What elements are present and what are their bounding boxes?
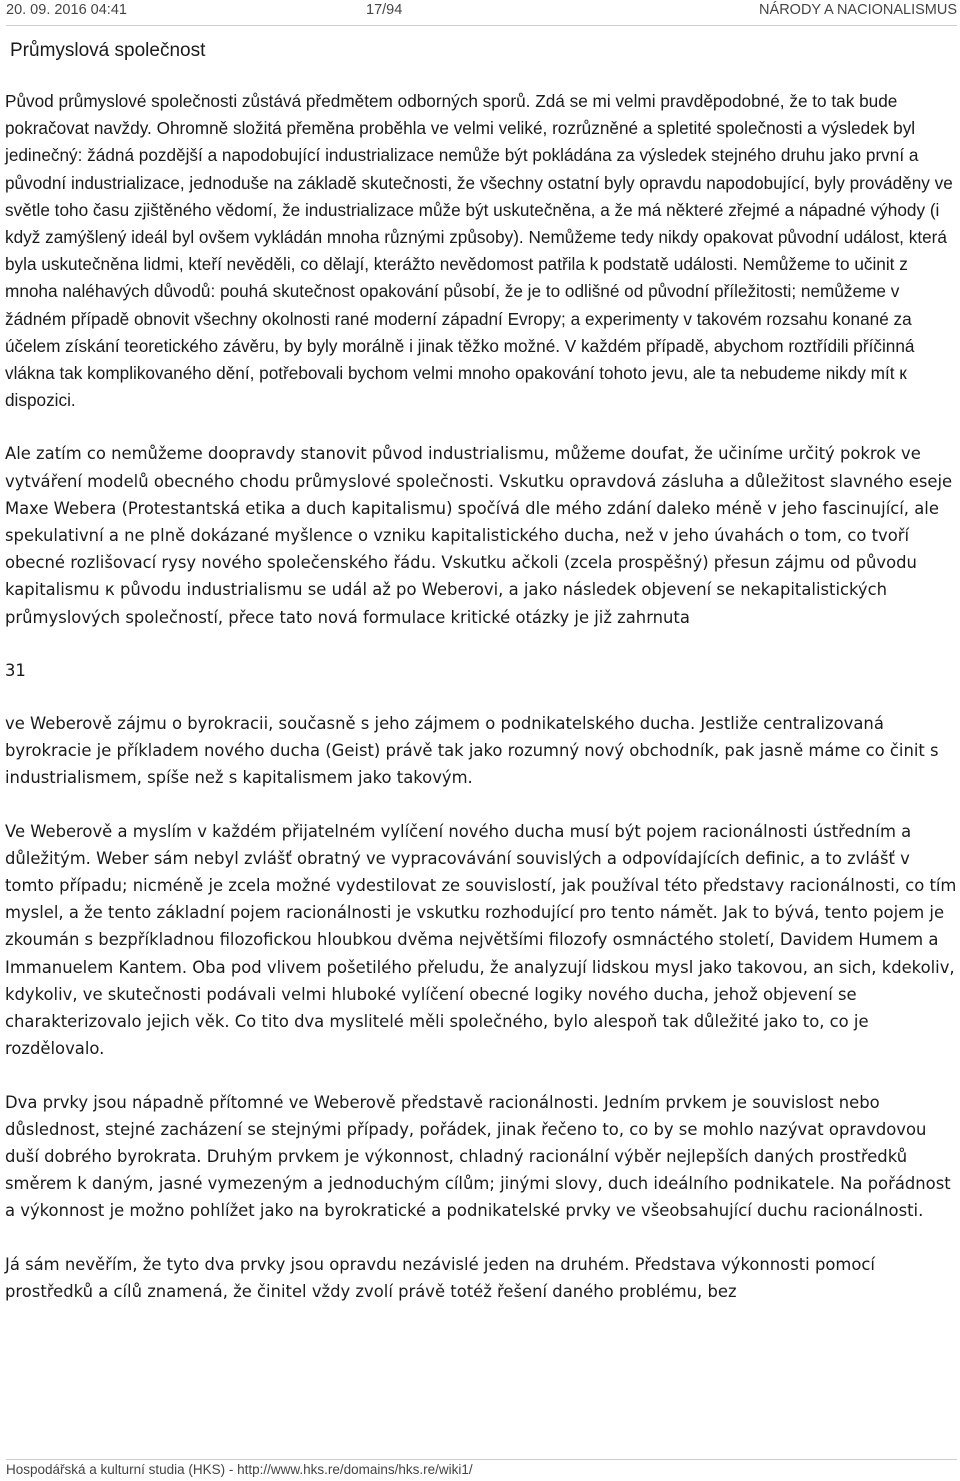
header-divider xyxy=(6,25,957,26)
paragraph-2: Ale zatím co nemůžeme doopravdy stanovit původ industrialismu, můžeme doufat, že učiníme určitý pokrok ve vytváření modelů obecného chodu průmyslové společnosti. Vskutku opravdová zásluha a důležitost slavného eseje Maxe Webera (Protestantská etika a duch kapitalismu) spočívá dle mého zdání daleko méně v jeho fascinující, ale spekulativní a ne plně dokázané myšlence o vzniku kapitalistického ducha, než v jeho úvahách o tom, co tvoří obecné rozlišovací rysy nového společenského řádu. Vskutku ačkoli (zcela prospěšný) přesun zájmu od původu kapitalismu к původu industrialismu se udál až po Weberovi, a jako následek objevení se nekapitalistických průmyslových společností, přece tato nová formulace kritické otázky je již zahrnuta xyxy=(5,444,953,627)
footer-divider xyxy=(6,1459,957,1460)
paragraph-3: ve Weberově zájmu o byrokracii, současně s jeho zájmem o podnikatelského ducha. Jestliže centralizovaná byrokracie je příkladem nového ducha (Geist) právě tak jako rozumný nový obchodník, pak jasně máme co činit s industrialismem, spíše než s kapitalismem jako takovým. xyxy=(5,714,939,788)
paragraph-5: Dva prvky jsou nápadně přítomné ve Weberově představě racionálnosti. Jedním prvkem je souvislost nebo důslednost, stejné zacházení se stejnými případy, pořádek, jinak řečeno to, co by se mohlo nazývat opravdovou duší dobrého byrokrata. Druhým prvkem je výkonnost, chladný racionální výběr nejlepších daných prostředků směrem k daným, jasné vymezeným a jednoduchým cílům; jinými slovy, duch ideálního podnikatele. Na pořádnost a výkonnost je možno pohlížet jako na byrokratické a podnikatelské prvky ve všeobsahující duchu racionálnosti. xyxy=(5,1092,951,1221)
section-title: Průmyslová společnost xyxy=(10,40,206,61)
header-page-count: 17/94 xyxy=(366,2,403,18)
header-date: 20. 09. 2016 04:41 xyxy=(6,2,127,18)
document-body xyxy=(5,88,957,1331)
page-header xyxy=(6,2,957,24)
page-footer: Hospodářská a kulturní studia (HKS) - http://www.hks.re/domains/hks.re/wiki1/ xyxy=(6,1462,473,1477)
page-number: 31 xyxy=(5,660,26,680)
paragraph-4: Ve Weberově a myslím v každém přijatelném vylíčení nového ducha musí být pojem racionálnosti ústředním a důležitým. Weber sám nebyl zvlášť obratný ve vypracovávání souvislých a odpovídajících definic, a to zvlášť v tomto případu; nicméně je zcela možné vydestilovat ze souvislostí, jak používal této představy racionálnosti, co tím myslel, a že tento základní pojem racionálnosti je vskutku rozhodující pro tento námět. Jak to bývá, tento pojem je zkoumán s bezpříkladnou filozofickou hloubkou dvěma největšími filozofy osmnáctého století, Davidem Humem a Immanuelem Kantem. Oba pod vlivem pošetilého přeludu, že analyzují lidskou mysl jako takovou, an sich, kdekoliv, kdykoliv, ve skutečnosti podávali velmi hluboké vylíčení obecné logiky nového ducha, jehož objevení se charakterizovalo jejich věk. Co tito dva myslitelé měli společného, bylo alespoň tak důležité jako to, co je rozdělovalo. xyxy=(5,821,957,1059)
paragraph-6: Já sám nevěřím, že tyto dva prvky jsou opravdu nezávislé jeden na druhém. Představa výkonnosti pomocí prostředků a cílů znamená, že činitel vždy zvolí právě totéž řešení daného problému, bez xyxy=(5,1254,875,1301)
paragraph-1: Původ průmyslové společnosti zůstává předmětem odborných sporů. Zdá se mi velmi pravděpodobné, že to tak bude pokračovat navždy. Ohromně složitá přeměna proběhla ve velmi veliké, rozrůzněné a spletité společnosti a výsledek byl jedinečný: žádná pozdější a napodobující industrializace nemůže být pokládána za výsledek stejného druhu jako první a původní industrializace, jednoduše na základě skutečnosti, že všechny ostatní byly opravdu napodobující, byly prováděny ve světle toho času zjištěného vědomí, že industrializace může být uskutečněna, a že má některé zřejmé a nápadné výhody (i když zamýšlený ideál byl ovšem vykládán mnoha různými způsoby). Nemůžeme tedy nikdy opakovat původní událost, která byla uskutečněna lidmi, kteří nevěděli, co dělají, kterážto nevědomost patřila k podstatě události. Nemůžeme to učinit z mnoha naléhavých důvodů: pouhá skutečnost opakování působí, že je to odlišné od původní příležitosti; nemůžeme v žádném případě obnovit všechny okolnosti rané moderní západní Evropy; a experimenty v takovém rozsahu konané za účelem získání teoretického závěru, by byly morálně i jinak těžko možné. V každém případě, abychom roztřídili příčinná vlákna tak komplikovaného dění, potřebovali bychom velmi mnoho opakování tohoto jevu, ale ta nebudeme nikdy mít к dispozici. xyxy=(5,91,953,411)
header-section: NÁRODY A NACIONALISMUS xyxy=(759,2,957,18)
